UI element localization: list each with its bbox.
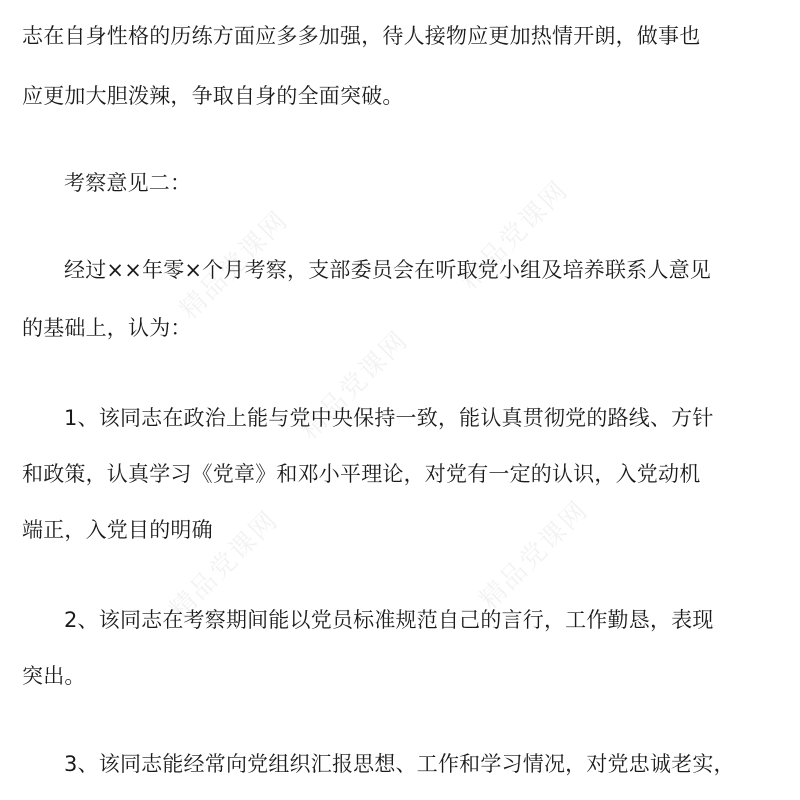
watermark-2: 精品党课网: [454, 175, 575, 296]
watermark-5: 精品党课网: [474, 495, 595, 616]
list-item-line: 2、该同志在考察期间能以党员标准规范自己的言行，工作勤恳，表现: [64, 608, 714, 632]
watermark-3: 精品党课网: [294, 325, 415, 446]
list-item-line: 3、该同志能经常向党组织汇报思想、工作和学习情况，对党忠诚老实，: [64, 752, 735, 776]
list-item-line: 1、该同志在政治上能与党中央保持一致，能认真贯彻党的路线、方针: [64, 406, 714, 430]
paragraph-line: 的基础上，认为：: [22, 316, 192, 340]
paragraph-line: 志在自身性格的历练方面应多多加强，待人接物应更加热情开朗，做事也: [22, 24, 701, 48]
list-item-line: 和政策，认真学习《党章》和邓小平理论，对党有一定的认识，入党动机: [22, 462, 701, 486]
paragraph-line: 经过××年零×个月考察，支部委员会在听取党小组及培养联系人意见: [64, 258, 711, 282]
watermark-1: 精品党课网: [174, 205, 295, 326]
watermark-4: 精品党课网: [164, 505, 285, 626]
paragraph-line: 应更加大胆泼辣，争取自身的全面突破。: [22, 84, 404, 108]
section-heading: 考察意见二：: [64, 171, 192, 195]
list-item-line: 突出。: [22, 664, 86, 688]
list-item-line: 端正，入党目的明确: [22, 518, 213, 542]
